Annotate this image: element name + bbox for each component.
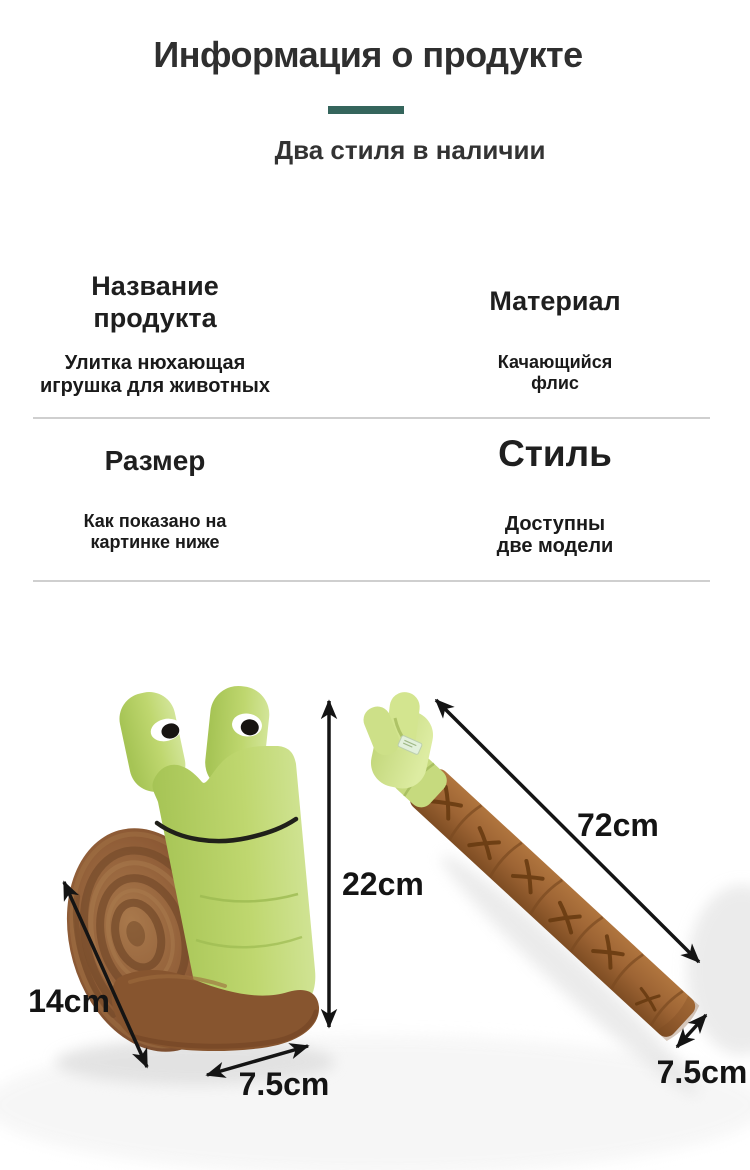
spec-label-size: Размер [104, 445, 206, 476]
spec-label-product-name: Название продукта [91, 271, 219, 333]
stick-shaft [387, 747, 702, 1043]
spec-value-product-name: Улитка нюхающая игрушка для животных [40, 352, 270, 397]
spec-row-2 [0, 417, 750, 580]
spec-grid [0, 260, 750, 580]
spec-row-1 [0, 260, 750, 417]
spec-cell-style [395, 417, 715, 580]
page-subtitle: Два стиля в наличии [274, 135, 546, 165]
spec-divider-2 [33, 580, 710, 582]
spec-cell-size [0, 417, 310, 580]
spec-label-material: Материал [489, 286, 621, 316]
snail-width-label: 7.5cm [238, 1066, 330, 1102]
page-title: Информация о продукте [153, 34, 583, 75]
spec-value-style: Доступны две модели [496, 513, 614, 557]
product-photo [0, 640, 750, 1170]
spec-cell-product-name [0, 260, 310, 417]
spec-label-style: Стиль [498, 433, 612, 474]
snail-height-label: 22cm [342, 866, 424, 902]
stick-width-label: 7.5cm [656, 1054, 748, 1090]
stick-length-label: 72cm [577, 807, 659, 843]
spec-cell-material [395, 260, 715, 417]
spec-value-material: Качающийся флис [497, 352, 613, 393]
accent-divider [328, 106, 404, 114]
spec-value-size: Как показано на картинке ниже [83, 511, 227, 552]
snail-diagonal-label: 14cm [28, 983, 110, 1019]
